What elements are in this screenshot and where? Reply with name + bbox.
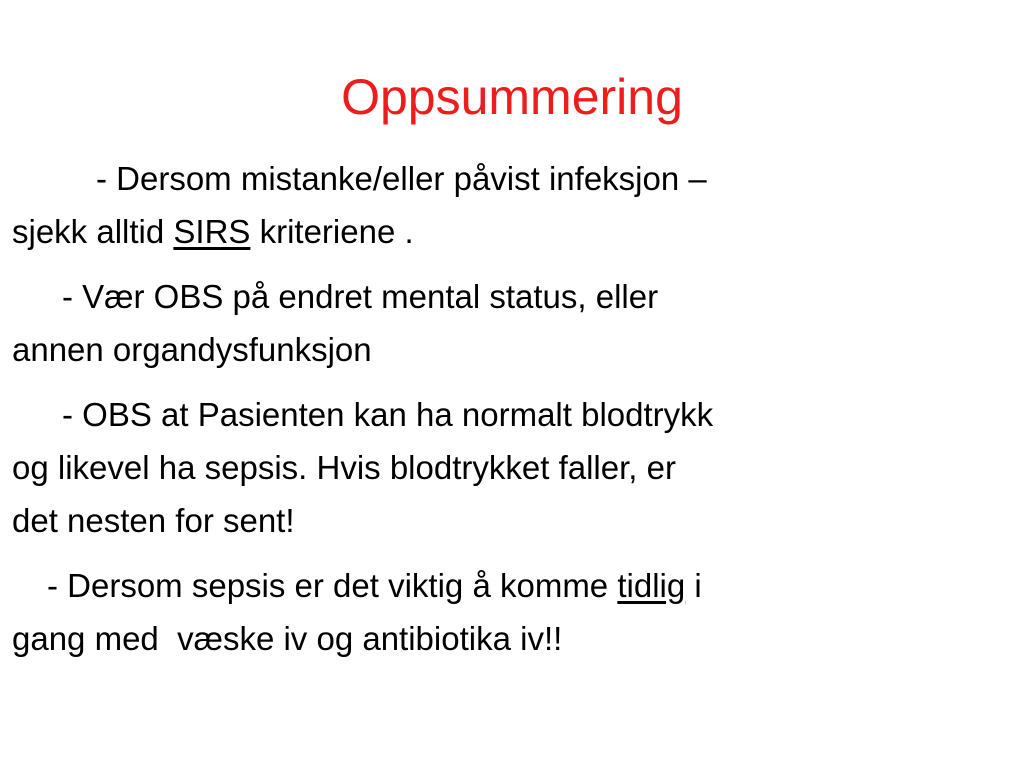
bullet-3-line-2: og likevel ha sepsis. Hvis blodtrykket faller, er bbox=[12, 449, 676, 486]
slide-title: Oppsummering bbox=[341, 69, 683, 125]
bullet-3-line-3: det nesten for sent! bbox=[12, 502, 295, 539]
bullet-3-line-1: - OBS at Pasienten kan ha normalt blodtrykk bbox=[62, 396, 714, 433]
bullet-2 bbox=[12, 270, 902, 376]
sirs-underlined-text: SIRS bbox=[173, 213, 251, 250]
bullet-4 bbox=[12, 559, 902, 665]
bullet-4-line-1-start: - Dersom sepsis er det viktig å komme bbox=[47, 567, 618, 604]
bullet-1-line-1: - Dersom mistanke/eller påvist infeksjon – bbox=[96, 160, 707, 197]
bullet-1-line-2-end: kriteriene . bbox=[250, 213, 414, 250]
bullet-1-line-2-start: sjekk alltid bbox=[12, 213, 174, 250]
bullet-3 bbox=[12, 388, 902, 547]
bullet-1-line-2 bbox=[12, 205, 902, 258]
bullet-4-line-2: gang med væske iv og antibiotika iv!! bbox=[12, 620, 563, 657]
bullet-2-line-1: - Vær OBS på endret mental status, eller bbox=[62, 278, 659, 315]
bullet-4-line-1 bbox=[12, 559, 902, 612]
tidlig-underlined-text: tidlig bbox=[617, 567, 686, 604]
bullet-1 bbox=[12, 152, 902, 258]
slide-body bbox=[12, 152, 902, 677]
bullet-4-line-1-end: i bbox=[685, 567, 702, 604]
bullet-2-line-2: annen organdysfunksjon bbox=[12, 331, 372, 368]
